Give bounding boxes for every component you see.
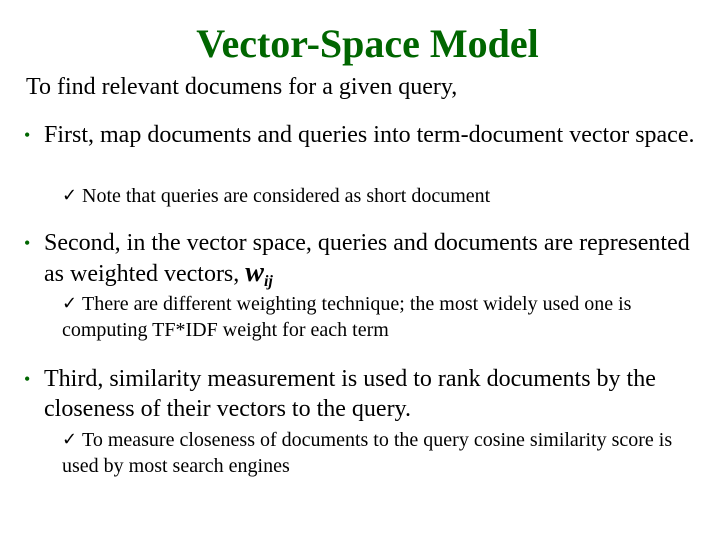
weight-symbol-letter: w bbox=[245, 257, 264, 288]
bullet-1 bbox=[24, 120, 714, 150]
bullet-1-text: First, map documents and queries into term-document vector space. bbox=[44, 122, 695, 148]
subitem-1-1-text: Note that queries are considered as short document bbox=[82, 185, 491, 207]
bullet-2 bbox=[24, 228, 714, 297]
checkmark-icon: ✓ bbox=[62, 185, 78, 206]
checkmark-icon: ✓ bbox=[62, 429, 78, 450]
subitem-1-1 bbox=[62, 183, 712, 209]
intro-text: To find relevant documens for a given query, bbox=[26, 74, 458, 100]
subitem-2-1 bbox=[62, 291, 712, 343]
bullet-dot-icon: • bbox=[24, 369, 31, 389]
subitem-3-1 bbox=[62, 427, 712, 479]
weight-symbol-subscript: ij bbox=[263, 273, 273, 290]
bullet-2-content bbox=[24, 228, 714, 297]
slide-title: Vector-Space Model bbox=[196, 21, 539, 66]
bullet-3-text: Third, similarity measurement is used to rank documents by the closeness of their vectors to the query. bbox=[44, 366, 656, 422]
subitem-2-1-text: There are different weighting technique; the most widely used one is computing TF*IDF weight for each term bbox=[62, 293, 632, 341]
bullet-dot-icon: • bbox=[24, 125, 31, 145]
subitem-3-1-text: To measure closeness of documents to the query cosine similarity score is used by most search engines bbox=[62, 429, 673, 477]
bullet-2-text: Second, in the vector space, queries and documents are represented as weighted vectors, bbox=[44, 230, 690, 287]
checkmark-icon: ✓ bbox=[62, 293, 78, 314]
weight-symbol bbox=[245, 257, 273, 288]
bullet-dot-icon: • bbox=[24, 233, 31, 253]
bullet-3 bbox=[24, 364, 714, 424]
